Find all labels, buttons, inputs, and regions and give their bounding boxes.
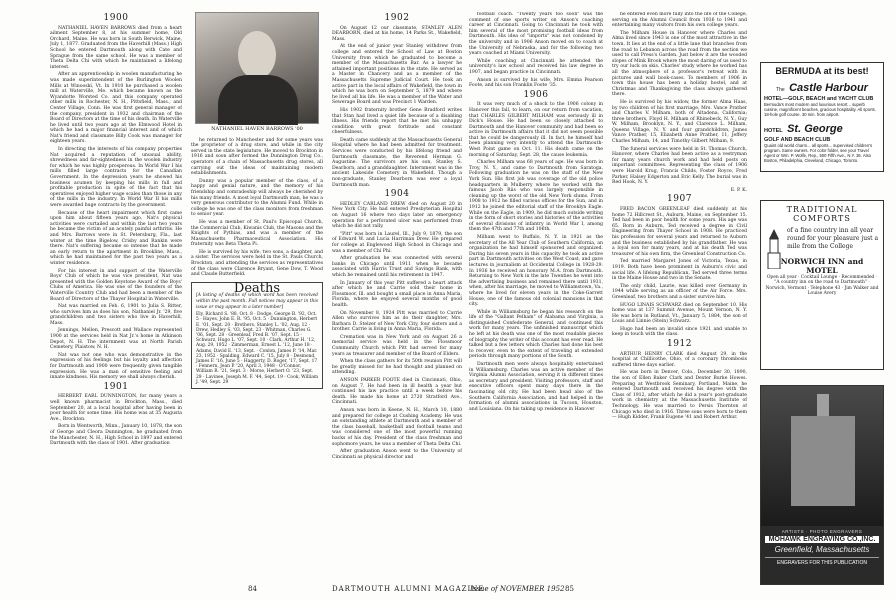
building-illustration xyxy=(761,386,883,526)
obituary-paragraph: He is survived by his widow, the former Alma Haas, by two children of his first marriage, Mrs. Vance Prather and Charles V. Milham, both of Altadena, California; three brothers, Floyd H. Milham of Rhinebeck, N. Y., Guy W. Milham, Brooklyn, N. Y., and Clarence L. Milham, Queens Village, N. Y. and four grandchildren, James Vance Prather, 15, Elizabeth Anne Prather, 11, Jeffery Charles Milham, 14, and Timothy Gilbert Milham, 9. xyxy=(612,99,747,145)
author-initials: E. P. K. xyxy=(730,187,747,193)
page-number-left: 84 xyxy=(248,585,257,593)
magazine-title: DARTMOUTH ALUMNI MAGAZINE xyxy=(332,585,485,593)
obituary-paragraph: The Milham House in Hanover where Charles and Alma lived since 1943 is one of the most attractive in the town. It lies at the end of a little lane that branches from the road to Lebanon across the road from the section we used to call Press's Garden. Just below it are the wooded slopes of Mink Brook where the most daring of us used to try our luck on skis. Charles' study where he worked has all the atmosphere of a professor's retreat with its pictures and wall book-cases. To members of 1906 in town this house has been a holiday hostel, and at Christmas and Thanksgiving the class always gathered there. xyxy=(612,30,747,98)
obituary-paragraph: While coaching at Cincinnati he attended the university's law school and received his law degree in 1907, and began practice in Cincinnati. xyxy=(469,58,603,75)
obituary-paragraph: Anson was born in Keene, N. H., March 10, 1880 and prepared for college at Cushing Academy. He was an outstanding athlete at Dartmouth and a member of the class baseball, basketball and football teams and was considered one of the most powerful running backs of his day. President of the class freshman and sophomore years, he was a member of Theta Delta Chi. xyxy=(332,408,462,447)
portrait-photo xyxy=(195,12,319,124)
obituary-paragraph: football coach. "Twenty years too soon" was the comment of one sports writer on Anson's coaching career at Cincinnati. Going to Cincinnati he took with him several of the most promising football ideas from Dartmouth. His idea of "imports" was not condoned by the university and in 1906 Anson moved on to coach at the University of Nebraska, and for the following two years coached at Miami University. xyxy=(469,12,603,57)
bermuda-hotel-ad xyxy=(760,62,884,172)
ad-details: Open all year · Cocktail Lounge · Recommended · "A country inn on the road to Dartmouth" · Norwich, Vermont · Telephone 43 · Jim Walker and Louise Avery xyxy=(765,275,879,297)
obituary-paragraph: Milham went to Buffalo, N. Y. in 1921 as the secretary of the All Year Club of Southern California, an organization he had himself sponsored and organized. During his seven years in this capacity he took an active part in Dartmouth activities on the West Coast, and gave lectures in journalism at Occidental College in 1928-29. In 1936 he received an honorary M.A. from Dartmouth. Returning to New York in the late Twenties he went into the advertising business and remained there until 1931, when, after his marriage, he moved to Williamstown, Va., where he lived for eleven years in the Coke-Garrett House, one of the famous old colonial mansions in that city. xyxy=(469,234,603,308)
obituary-paragraph: While in Williamsburg he began his research on the life of the "Gallant Pelham" of Alabama and Virginia, a distinguished Confederate General, and continued this work for many years. The unfinished manuscript which he left at his death was one of the most readable pieces of biography the writer of this account has ever read. He talked but a few letters which Charles had done his best to recover, even to the extent of traveling at extended periods through many portions of the South. xyxy=(469,309,603,360)
class-year-heading: 1906 xyxy=(523,89,549,100)
obituary-paragraph: Cremation was in New York and on August 26 a memorial service was held in the Flossmoor Community Church which Pitt had served for many years as treasurer and member of the Board of Elders. xyxy=(332,334,462,357)
ad-body: of a fine country inn all year round for your pleasure just a mile from the College xyxy=(787,227,879,250)
class-year-heading: 1912 xyxy=(667,339,692,350)
obituary-paragraph: Dartmouth men were always hospitably entertained in Williamsburg. Charles was an active member of the Virginia Alumni Association, serving it in different times as secretary and president. Visiting professors, staff and executive officers spent many days there in the fascinating old city. He had been head also of the Southern California Association, and had helped in the formation of alumni associations in Tucson, Houston, and Louisiana. On his taking up residence in Hanover xyxy=(469,362,603,412)
ad-body: Bermuda's most modern and luxurious resort... superb cuisine, magnificent beaches, gracious hospitality. All sports. 18-hole golf course. 30 min. from airport. xyxy=(764,102,876,117)
obituary-paragraph: Nat was not one who was demonstrative in the expression of his feelings but his loyalty and affection for Dartmouth and 1900 were frequently given tangible expression. He was a man of sensitive feeling and innate kindness. His memory we shall always cherish. xyxy=(50,352,182,381)
ad-headline: BERMUDA at its best! xyxy=(775,66,869,76)
obituary-paragraph: he returned to Manchester and for some years was the proprietor of a drug store, and while in the city served in the state legislature. He moved to Brockton in 1916 and soon after formed the Dunnington Drug Co., operators of a chain of Massachusetts drug stores, all carrying out the ideas of maintaining modern establishments. xyxy=(191,137,323,177)
ad-headline: TRADITIONAL COMFORTS xyxy=(786,205,858,223)
ad-footer: ENGRAVERS FOR THIS PUBLICATION xyxy=(765,557,879,566)
obituary-paragraph: After an apprenticeship in woolen manufacturing he was made superintendent of the Burlington Woolen Mills at Winooski, Vt. In 1910 he purchased a woolen mill at Waterville, Me. which became known as the Wyandotte Worsted Co. and this company operated other mills in Rochester, N. H., Pittsfield, Mass., and Center Village, Conn. He was first general manager of the company, president in 1932 and chairman of the Board of Directors at the time of his death. In Waterville he lived until two years ago at the Elmwood Hotel in which he had a major financial interest and of which Nat's friend and classmate Billy Cook was manager for eighteen years. xyxy=(50,72,182,145)
ad-tagline: ARTISTS · PHOTO ENGRAVERS xyxy=(781,529,863,534)
class-year-heading: 1907 xyxy=(667,194,692,205)
obituary-paragraph: FRED BACON GREENLEAF died suddenly at his home 72 Hillcrest St., Auburn, Maine, on September 15. Ted had been in poor health for some years. His age was 65. Born in Auburn, Ted received a degree in Civil Engineering from Thayer School in 1908. He practiced his profession for several years and returned to Auburn and the business established by his grandfather. He was a loyal son for many years, and at his death Ted was treasurer of his own firm, the Greenleaf Construction Co. xyxy=(612,207,747,257)
obituary-paragraph: HEDLEY CARLAND DREW died on August 20 in New York City. He had entered Presbyterian Hospital on August 16 where two days later an emergency operation for a perforated ulcer was performed from which he did not rally. xyxy=(332,201,462,230)
cupola-icon xyxy=(767,229,781,269)
obituary-paragraph: He was a member of St. Paul's Episcopal Church, the Commercial Club, Kiwanis Club, the Masons and the Knights of Pythias, and was a member of the Massachusetts Pharmaceutical Association. His fraternity was Beta Theta Pi. xyxy=(191,219,323,248)
obituary-paragraph: Death came suddenly at the Massachusetts General Hospital where he had been admitted for treatment. Services were conducted by his lifelong friend and Dartmouth classmate, the Reverend Herman G. Augustine. The survivors are his son, Stanley S. Dearborn, and a granddaughter. Internment was in the ancient Lakeside Cemetery in Wakefield. Though a non-graduate, Stanley Dearborn was ever a loyal Dartmouth man. xyxy=(332,137,462,188)
class-year-heading: 1904 xyxy=(384,189,410,200)
obituary-paragraph: The only child, Laurie, was killed over Germany in 1944 while serving as an officer of the Air Force. Mrs. Greenleaf, two brothers and a sister survive him. xyxy=(612,283,747,300)
obituary-paragraph: HERBERT EARL DUNNINGTON, for many years a well known pharmacist in Brockton, Mass., died September 20, at a local hospital after having been in poor health for some time. His home was at 35 Augusta Ave., Brockton. xyxy=(50,394,182,422)
deaths-box xyxy=(191,282,323,389)
class-year-heading: 1902 xyxy=(384,13,410,23)
obituary-paragraph: In directing the interests of his company properties Nat acquired a reputation of unusual ability, shrewdness and far-sightedness in the woolen industry for which he was highly prosperous. In World War I his mills filled large contracts for the Canadian Government. In the depression years he showed his business acumen by keeping his mills in full and profitable production in spite of the fact that his operatives enjoyed higher wage scales than those in any of the mills in the industry. In World War II his mills were awarded huge contracts by the government. xyxy=(50,147,182,208)
obituary-paragraph: At the end of junior year Stanley withdrew from college and entered the School of Law at Boston University from which he graduated to become a member of the Massachusetts Bar. As a lawyer he attained important positions in the state. He served as a Master in Chancery and as a member of the Massachusetts Supreme Judicial Court. He took an active part in the local affairs of Wakefield, the town in which he was born on September 5, 1879 and where he lived all his life. He was a member of the Water and Sewerage Board and was Precinct 1 Warden. xyxy=(332,44,462,106)
obituary-paragraph: On November 8, 1924 Pitt was married to Carrie Allen who survives him as do their daughter, Mrs. Barbara D. Stelzer of New York City, four sisters and a brother. Carrie is living in Anna Maria, Florida. xyxy=(332,310,462,333)
column-1 xyxy=(50,12,182,570)
obituary-paragraph: He is survived by his wife, two sons, a daughter, and a sister. The services were held in the St. Pauls Church, Brockton, and attending the services as representatives of the class were Clarence Bryant, Gene Dow, T. Wood and Claude Butterfield. xyxy=(191,249,323,278)
obituary-paragraph: In January of this year Pitt suffered a heart attack after which he and Carrie sold their home in Flossmoor, Ill. and bought a small place in Anna Maria, Florida, where he enjoyed several months of good health. xyxy=(332,280,462,308)
obituary-paragraph: His 1902 fraternity brother Gene Bradford writes that Stan had lived a quiet life because of a disabling illness. His friends report that he met his unhappy condition with great fortitude and constant cheerfulness. xyxy=(332,107,462,136)
page-number-right: 85 xyxy=(565,585,574,593)
obituary-paragraph: Nat was married on Feb. 6, 1901 to Julia S. Ritter, who survives him as does his son, Nathaniel Jr. '29, five grandchildren and two sisters who live in Haverhill, Mass. xyxy=(50,304,182,326)
obituary-paragraph: he entered even more fully into the life of the College, serving on the Alumni Council from 1936 to 1941 and entertaining many visitors from his own college years. xyxy=(612,12,747,29)
mohawk-engraving-ad xyxy=(760,385,884,585)
issue-label: Issue of NOVEMBER 1952 xyxy=(470,585,565,593)
ad-subhead: HOTEL—GOLF, BEACH and YACHT CLUB xyxy=(764,96,874,102)
ad-subhead: GOLF AND BEACH CLUB xyxy=(764,137,831,143)
ad-hotel-label: HOTEL xyxy=(764,128,783,134)
ad-brand: NORWICH INN and MOTEL xyxy=(780,257,864,275)
class-year-heading: 1901 xyxy=(103,381,129,392)
obituary-paragraph: The funeral services were held in St. Thomas Church, Hanover, where Charles had been active as a vestryman for many years church work and had held posts on important committees. Representing the class of 1906 were Harold Krug, Francis Childs, Foster Royce, Fred Parker, Halsey Edgerton and Eric Kelly. The burial was in Red Hook, N. Y. xyxy=(612,146,747,186)
column-5 xyxy=(612,12,747,570)
obituary-paragraph: ANSON PARKER FOOTE died in Cincinnati, Ohio, on August 7. He had been in ill health a year but continued his law practice until a week before his death. He made his home at 2720 Stratford Ave., Cincinnati. xyxy=(332,378,462,406)
ad-article: The xyxy=(776,87,785,93)
obituary-paragraph: Hugo had been an invalid since 1921 and unable to keep in touch with the class. xyxy=(612,326,747,338)
obituary-paragraph: Charles Milham was 68 years of age. He was born in Troy, N. Y., and came to Dartmouth from Saratoga. Following graduation he was on the staff of the New York Sun. His first job was coverage of the old police headquarters in Mulberry where he worked with the famous Jacob Riis who was largely responsible in cleaning up the worst of the old New York slums. From 1908 to 1912 he filled various offices for the Sun, and in 1912 he joined the editorial staff of the Brooklyn Eagle. While on the Eagle, in 1909, he did much outside writing in the form of short stories and histories of the activities of several divisions of infantry in World War I, among them the 47th and 77th and 106th. xyxy=(469,160,603,233)
obituary-paragraph: After graduation Anson went to the University of Cincinnati as physical director and xyxy=(332,449,462,460)
ad-location: Greenfield, Massachusetts xyxy=(774,545,870,554)
obituary-paragraph: Anson is survived by his wife, Mrs. Emma Pearson Foote, and his son Franklin Foote '35. xyxy=(469,77,603,89)
obituary-paragraph: ARTHUR HENRY CLARK died August 29, in the hospital at Chillicothe, Ohio, of a coronary thrombosis suffered three days earlier. xyxy=(612,351,747,368)
obituary-paragraph: Jennings, Mellen, Prescott and Wallace represented 1900 at the services held in Nat Jr.'s home in Atkinson Depot, N. H. The internment was at North Parish Cemetery, Plaistow, N. H. xyxy=(50,328,182,351)
obituary-paragraph: Ted married Margaret Jones of Victoria, Texas, in 1919. Both have been prominent in Auburn's civic and social life. A lifelong Republican, Ted served three terms in the Maine House and two in the Senate. xyxy=(612,259,747,282)
obituary-paragraph: Dunny was a popular member of the class, of a happy and genial nature, and the memory of his friendship and comradeship will always be cherished by his many friends. A most loyal Dartmouth man, he was a very generous contributor to the Alumni Fund. While in college he was one of the class monitors from freshman to senior year. xyxy=(191,178,323,218)
obituary-paragraph: For his interest in and support of the Waterville Boys' Club of which he was vice president, Nat was presented with the Golden Keystone Award of the Boys' Clubs of America. He was one of the founders of the Waterville Country Club and had been a member of the Board of Directors of the Thayer Hospital in Waterville. xyxy=(50,268,182,302)
obituary-paragraph: NATHANIEL HAVEN BARROWS died from a heart ailment September 8, at his summer home, Old Orchard, Maine. He was born in South Berwick, Maine, July 1, 1877. Graduated from the Haverhill (Mass.) High School he entered Dartmouth along with Cate and Sprague from the same school. He was a member of Theta Delta Chi with which he maintained a lifelong interest. xyxy=(50,25,182,70)
obituary-paragraph: It was very much of a shock to the 1906 colony in Hanover this fall, to learn, on our return from vacation, that CHARLES GILBERT MILHAM was seriously ill in Dick's House. He had been so closely attached to Dartmouth and the Hanover community and had been so active in Dartmouth affairs that it did not seem possible that he could be dangerously ill. In fact, he himself had been planning very intently to attend the Dartmouth-West Point game on Oct. 11. His death came on the morning of Saturday, Sept. 28, the cause leukemia. xyxy=(469,102,603,158)
obituary-paragraph: Born in Wentworth, Minn., January 10, 1878, the son of George and Cleora Dunnington, he graduated from the Manchester, N. H., High School in 1897 and entered Dartmouth with the class of 1901. After graduation xyxy=(50,424,182,447)
column-2 xyxy=(191,12,323,570)
st-george-logo: St. George xyxy=(787,123,843,135)
column-4 xyxy=(469,12,603,570)
obituary-paragraph: On August 12 our classmate, STANLEY ALEN DEARBORN, died at his home, 14 Parks St., Wakefield, Mass. xyxy=(332,25,462,42)
column-3 xyxy=(332,12,462,570)
photo-caption: NATHANIEL HAVEN BARROWS '00 xyxy=(211,126,303,132)
obituary-paragraph: He was born in Denver, Colo., December 30, 1890, the son of Ellen Baker Clark and Dexter Burke Howes. Preparing at Westbrook Seminary, Portland, Maine, he entered Dartmouth and received his degree with the Class of 1912, after which he did a year's post-graduate work in chemistry at the Massachusetts Institute of Technology. He was married to Persis Thornton of Chicago who died in 1916. Three sons were born to them — Hugh Kidder, Frank Eugene '41 and Robert Arthur. xyxy=(612,370,747,421)
deaths-note: [A listing of deaths of which word has been received within the past month. Full notices may appear in this issue or may appear in a later number] xyxy=(196,293,318,310)
ad-brand: MOHAWK ENGRAVING CO.,INC. xyxy=(765,536,879,543)
ad-body: Quaint old world charm... all sports... supervised children's program. Same owners. For color folder, see your Travel Agent or Wm. P. Wolfe, Rep., 500 Fifth Ave., N.Y. 36. Also Boston, Philadelphia, Cleveland, Chicago, Toronto. xyxy=(764,143,873,163)
castle-harbour-logo: Castle Harbour xyxy=(789,82,868,94)
class-year-heading: 1900 xyxy=(103,13,129,23)
obituary-paragraph: After graduation he was connected with several banks in Chicago until 1911 when he became associated with Harris Trust and Savings Bank, with which he remained until his retirement in 1947. xyxy=(332,256,462,278)
obituary-paragraph: "Pitt" was born in Laurel, Ill., July 9, 1879, the son of Edward W. and Lucia Harriman Drew. He prepared for college at Englewood High School in Chicago and was a member of Chi Phi. xyxy=(332,231,462,254)
obituary-paragraph: Because of the heart impairment which first came upon him about fifteen years ago, Nat's physical activities were curtailed and within the last two years he became the victim of an acutely painful arthritis. He and Mrs. Barrows were in St. Petersburg, Fla., last winter at the time Bigelow, Crisby and Rankin were there. Nat's suffering became so intense that he made an early return to the apartment in Brookline, Mass., which he had maintained for the past two years as a winter residence. xyxy=(50,210,182,266)
deaths-title: Deaths xyxy=(233,280,281,296)
obituary-paragraph: HUGO LINAIS SCHWARZ died on September 10. His home was at 137 Summit Avenue, Mount Vernon, N. Y. He was born in Rutland, Vt., January 5, 1884, the son of Louis and Linnie (Stein) Schwarz. xyxy=(612,302,747,325)
deaths-list: Ely, Richard S. '88, Oct. 8 · Dodge, George B. '92, Oct. 5 · Hayes, John E. R. '95, Oct. 5 · Dunnington, Herbert E. '01, Sept. 20 · Brothers, Stanley L. '02, Aug. 12 · Drew, Hedley S. '03, Sept. 23 · Whitman, Charles G. '06, Sept. 28 · Greenleaf, Fred B. '07, Sept. 15 · Schwarz, Hugo L. '07, Sept. 10 · Clark, Arthur H. '12, Aug. 29, 1952 · Zimmerman, Ernest L. '12, June 18 · Adams, David E. '13, Sept. · Conlon, James P. '14, Mar. 23, 1952 · Spalding, Edward C. '15, July 8 · Desmond, James F. '16, June 5 · Haggerty, D. Roger, '17, Sept. 17 · Fennern, Jean P. '20, April 3, 1948 · O'Connor, William R. '21, Sept. 3 · Morse, Herbert O. '23, Sept. 29 · Lavinee, Joseph M. F. '44, Sept. 19 · Cook, William J. '49, Sept. 29 xyxy=(196,312,318,385)
norwich-inn-ad xyxy=(760,200,884,370)
obituary-paragraph: When the class gathers for its 50th reunion Pitt will be greatly missed for he had thought and planned on attending. xyxy=(332,359,462,376)
